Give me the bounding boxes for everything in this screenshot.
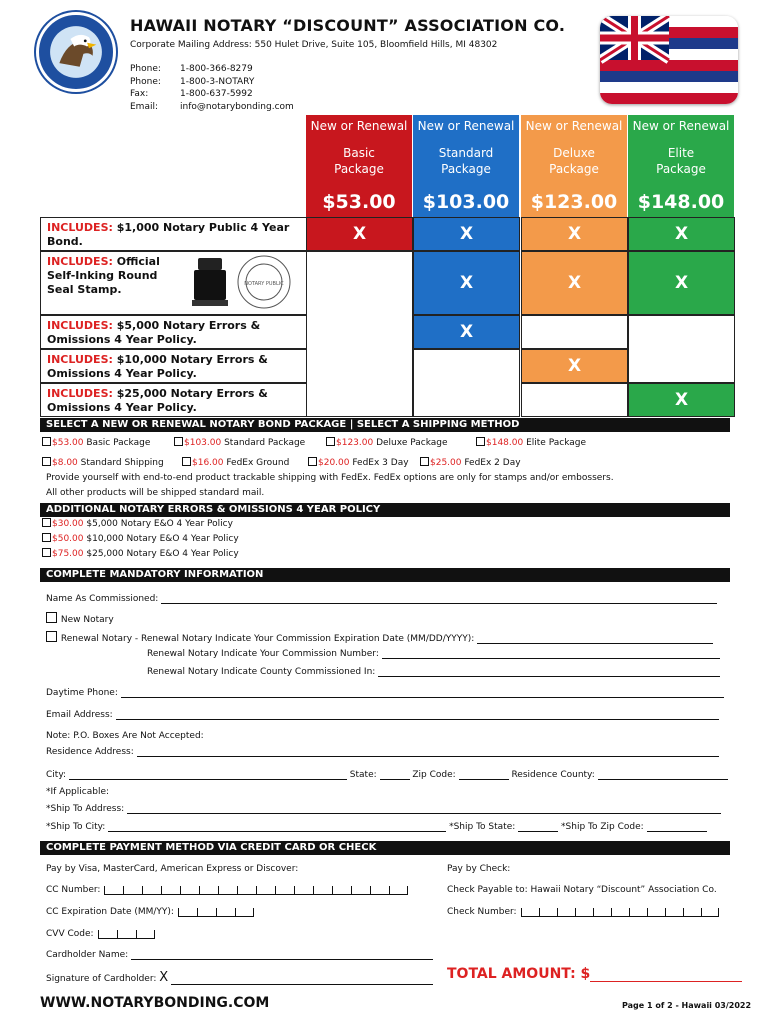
package-elite [628, 115, 734, 217]
checkbox[interactable] [46, 631, 57, 642]
includes-eo-25000 [40, 383, 306, 417]
check-digit-box[interactable] [629, 908, 647, 917]
residence-field[interactable] [46, 747, 719, 757]
cc-expiration-field[interactable] [46, 907, 254, 917]
includes-text: $25,000 Notary Errors & Omissions 4 Year Policy. [47, 387, 268, 414]
option-standard-shipping[interactable] [42, 458, 164, 468]
field-label: Renewal Notary - Renewal Notary Indicate Your Commission Expiration Date (MM/DD/YYYY): [60, 634, 475, 644]
option-fedex-3day[interactable] [308, 457, 409, 468]
county-input[interactable] [598, 771, 728, 780]
package-basic [306, 115, 412, 217]
package-name: Basic [343, 146, 375, 160]
state-input[interactable] [380, 771, 410, 780]
field-label: CC Number: [46, 885, 101, 895]
checkbox[interactable] [182, 457, 191, 466]
check-digit-box[interactable] [665, 908, 683, 917]
contact-list [130, 63, 294, 113]
phone-input[interactable] [121, 689, 724, 698]
page-title: HAWAII NOTARY “DISCOUNT” ASSOCIATION CO. [130, 16, 566, 35]
cc-digit-box[interactable] [370, 886, 389, 895]
deluxe-eo-mark: X [521, 349, 628, 383]
new-notary-option[interactable] [46, 612, 114, 625]
basic-bond-mark: X [306, 217, 413, 251]
checkbox[interactable] [420, 457, 429, 466]
total-input[interactable] [590, 968, 742, 982]
field-label: City: [46, 770, 67, 780]
option-price: $75.00 [52, 549, 84, 559]
phone-field[interactable] [46, 688, 724, 698]
cc-digit-box[interactable] [351, 886, 370, 895]
option-label: $25,000 Notary E&O 4 Year Policy [86, 549, 239, 559]
package-name: Elite [667, 146, 695, 160]
cc-digit-box[interactable] [218, 886, 237, 895]
option-basic[interactable] [42, 438, 150, 448]
residence-input[interactable] [137, 748, 719, 757]
exp-digit-box[interactable] [197, 908, 216, 917]
stamp-text: NOTARY PUBLIC [244, 281, 284, 287]
if-applicable-label: *If Applicable: [46, 787, 110, 797]
option-price: $25.00 [430, 458, 462, 468]
includes-prefix: INCLUDES: [47, 353, 113, 366]
option-label: Elite Package [526, 438, 587, 448]
option-price: $123.00 [336, 438, 374, 448]
package-name-suffix: Package [656, 162, 706, 176]
check-digit-box[interactable] [683, 908, 701, 917]
card-payment-label: Pay by Visa, MasterCard, American Express or Discover: [46, 864, 299, 874]
renewal-option[interactable] [46, 631, 713, 644]
checkbox[interactable] [42, 518, 51, 527]
includes-text: $5,000 Notary Errors & Omissions 4 Year Policy. [47, 319, 261, 346]
expiration-input[interactable] [477, 635, 713, 644]
shipping-note: Provide yourself with end-to-end product trackable shipping with FedEx. FedEx options are only for stamps and/or embossers. [46, 473, 614, 483]
cc-digit-box[interactable] [199, 886, 218, 895]
package-tag: New or Renewal [525, 119, 623, 133]
phone-value: 1-800-366-8279 [180, 64, 253, 74]
cardholder-input[interactable] [131, 951, 433, 960]
check-digit-box[interactable] [575, 908, 593, 917]
option-label: FedEx 2 Day [464, 458, 521, 468]
package-name: Deluxe [553, 146, 595, 160]
signature-input[interactable] [171, 976, 433, 985]
option-label: $10,000 Notary E&O 4 Year Policy [86, 534, 239, 544]
city-input[interactable] [69, 771, 347, 780]
elite-eo-mark: X [628, 383, 735, 417]
includes-eo-10000 [40, 349, 306, 383]
elite-bond-mark: X [628, 217, 735, 251]
mailing-address: Corporate Mailing Address: 550 Hulet Drive, Suite 105, Bloomfield Hills, MI 48302 [130, 40, 498, 50]
package-deluxe [521, 115, 627, 217]
checkbox[interactable] [308, 457, 317, 466]
section-mandatory-info: COMPLETE MANDATORY INFORMATION [40, 568, 730, 582]
page-number: Page 1 of 2 - Hawaii 03/2022 [622, 1001, 752, 1010]
option-deluxe[interactable] [326, 437, 448, 448]
check-digit-box[interactable] [557, 908, 575, 917]
option-price: $50.00 [52, 534, 84, 544]
field-label: CC Expiration Date (MM/YY): [46, 907, 174, 917]
option-label: Deluxe Package [376, 438, 448, 448]
field-label: Name As Commissioned: [46, 594, 159, 604]
ship-address-input[interactable] [127, 805, 721, 814]
cc-digit-box[interactable] [104, 886, 123, 895]
cc-digit-box[interactable] [180, 886, 199, 895]
ship-zip-input[interactable] [647, 823, 707, 832]
field-label: *Ship To City: [46, 822, 106, 832]
check-payment-label: Pay by Check: [447, 864, 511, 874]
includes-text: $10,000 Notary Errors & Omissions 4 Year Policy. [47, 353, 268, 380]
includes-prefix: INCLUDES: [47, 387, 113, 400]
exp-digit-box[interactable] [178, 908, 197, 917]
field-label: State: [349, 770, 377, 780]
email-field[interactable] [46, 710, 719, 720]
total-amount-field[interactable] [447, 966, 742, 982]
option-standard[interactable] [174, 437, 305, 448]
field-label: Daytime Phone: [46, 688, 118, 698]
ship-city-row [46, 822, 707, 832]
cardholder-field[interactable] [46, 950, 433, 960]
field-label: Check Number: [447, 907, 517, 917]
cc-digit-box[interactable] [332, 886, 351, 895]
signature-mark: X [159, 970, 169, 985]
package-price: $148.00 [637, 191, 725, 213]
section-select-package: SELECT A NEW OR RENEWAL NOTARY BOND PACKAGE | SELECT A SHIPPING METHOD [40, 418, 730, 432]
check-digit-box[interactable] [521, 908, 539, 917]
check-number-field[interactable] [447, 907, 719, 917]
field-label: CVV Code: [46, 929, 94, 939]
signature-field[interactable] [46, 970, 433, 985]
field-label: Signature of Cardholder: [46, 974, 157, 984]
cc-digit-box[interactable] [275, 886, 294, 895]
cc-digit-box[interactable] [313, 886, 332, 895]
includes-text: Official Self-Inking Round Seal Stamp. [47, 255, 160, 296]
ship-city-input[interactable] [108, 823, 446, 832]
checkbox[interactable] [174, 437, 183, 446]
check-digit-box[interactable] [593, 908, 611, 917]
package-price: $123.00 [530, 191, 618, 213]
option-price: $16.00 [192, 458, 224, 468]
city-state-zip-row [46, 770, 728, 780]
package-price: $103.00 [422, 191, 510, 213]
cvv-digit-box[interactable] [98, 930, 117, 939]
option-fedex-ground[interactable] [182, 457, 289, 468]
package-name-suffix: Package [334, 162, 384, 176]
exp-digit-box[interactable] [216, 908, 235, 917]
checkbox[interactable] [42, 533, 51, 542]
includes-text: $1,000 Notary Public 4 Year Bond. [47, 221, 290, 248]
website-link[interactable]: WWW.NOTARYBONDING.COM [40, 995, 270, 1011]
cc-number-field[interactable] [46, 885, 408, 895]
ship-state-input[interactable] [518, 823, 558, 832]
cc-digit-box[interactable] [389, 886, 408, 895]
checkbox[interactable] [476, 437, 485, 446]
standard-stamp-mark: X [413, 251, 520, 315]
ship-address-field[interactable] [46, 804, 721, 814]
includes-eo-5000 [40, 315, 306, 349]
name-field[interactable] [46, 594, 717, 604]
option-label: FedEx Ground [226, 458, 290, 468]
option-label: Standard Shipping [80, 458, 164, 468]
checkbox[interactable] [46, 612, 57, 623]
field-label: *Ship To Zip Code: [561, 822, 644, 832]
field-label: Renewal Notary Indicate Your Commission Number: [147, 649, 379, 659]
includes-prefix: INCLUDES: [47, 319, 113, 332]
standard-empty-cell [413, 349, 520, 417]
package-tag: New or Renewal [632, 119, 730, 133]
contact-label: Email: [130, 101, 159, 112]
shipping-note-2: All other products will be shipped standard mail. [46, 488, 265, 498]
renewal-number-field[interactable] [147, 649, 720, 659]
check-payable-note: Check Payable to: Hawaii Notary “Discount” Association Co. [447, 885, 717, 895]
option-label: Standard Package [224, 438, 306, 448]
package-tag: New or Renewal [417, 119, 515, 133]
includes-prefix: INCLUDES: [47, 255, 113, 268]
commission-number-input[interactable] [382, 650, 720, 659]
stamp-image [190, 254, 302, 312]
contact-label: Phone: [130, 64, 161, 74]
fax-value: 1-800-637-5992 [180, 89, 253, 99]
checkbox[interactable] [42, 548, 51, 557]
cc-digit-box[interactable] [256, 886, 275, 895]
cc-digit-box[interactable] [142, 886, 161, 895]
field-label: Email Address: [46, 710, 113, 720]
package-name-suffix: Package [549, 162, 599, 176]
hawaii-flag-icon [600, 16, 738, 104]
check-digit-box[interactable] [647, 908, 665, 917]
field-label: Residence Address: [46, 747, 134, 757]
name-input[interactable] [161, 595, 717, 604]
section-payment: COMPLETE PAYMENT METHOD VIA CREDIT CARD OR CHECK [40, 841, 730, 855]
eo-option-10000[interactable] [42, 533, 239, 544]
cc-digit-box[interactable] [237, 886, 256, 895]
elite-stamp-mark: X [628, 251, 735, 315]
option-elite[interactable] [476, 437, 586, 448]
check-digit-box[interactable] [539, 908, 557, 917]
package-name: Standard [438, 146, 494, 160]
phone-value: 1-800-3-NOTARY [180, 76, 255, 87]
total-label: TOTAL AMOUNT: $ [447, 966, 591, 982]
option-label: $5,000 Notary E&O 4 Year Policy [86, 519, 233, 529]
option-label: Basic Package [86, 438, 151, 448]
option-price: $20.00 [318, 458, 350, 468]
eo-option-5000[interactable] [42, 518, 233, 529]
shipping-option-row [42, 457, 521, 468]
field-label: Cardholder Name: [46, 950, 129, 960]
field-label: New Notary [60, 615, 114, 625]
basic-empty-cell [306, 251, 413, 417]
cvv-digit-box[interactable] [136, 930, 155, 939]
deluxe-bond-mark: X [521, 217, 628, 251]
email-value: info@notarybonding.com [180, 101, 294, 112]
option-price: $8.00 [52, 458, 78, 468]
package-standard [413, 115, 519, 217]
standard-bond-mark: X [413, 217, 520, 251]
package-option-row [42, 437, 587, 448]
commission-county-input[interactable] [378, 668, 720, 677]
cc-digit-box[interactable] [294, 886, 313, 895]
po-box-note: Note: P.O. Boxes Are Not Accepted: [46, 731, 204, 741]
option-label: FedEx 3 Day [352, 458, 409, 468]
option-price: $103.00 [184, 438, 222, 448]
field-label: Zip Code: [412, 770, 456, 780]
renewal-county-field[interactable] [147, 667, 720, 677]
deluxe-empty-cell [521, 315, 628, 349]
field-label: *Ship To Address: [46, 804, 125, 814]
cc-digit-box[interactable] [123, 886, 142, 895]
option-fedex-2day[interactable] [420, 457, 521, 468]
package-price: $53.00 [322, 191, 396, 213]
contact-label: Phone: [130, 76, 161, 87]
check-digit-box[interactable] [611, 908, 629, 917]
cc-digit-box[interactable] [161, 886, 180, 895]
option-price: $148.00 [486, 438, 524, 448]
field-label: *Ship To State: [449, 822, 516, 832]
option-price: $30.00 [52, 519, 84, 529]
package-tag: New or Renewal [310, 119, 408, 133]
deluxe-stamp-mark: X [521, 251, 628, 315]
field-label: Renewal Notary Indicate County Commissioned In: [147, 667, 376, 677]
package-name-suffix: Package [441, 162, 491, 176]
field-label: Residence County: [511, 770, 595, 780]
notary-bonding-logo [36, 12, 116, 92]
checkbox[interactable] [326, 437, 335, 446]
elite-empty-cell [628, 315, 735, 383]
checkbox[interactable] [42, 437, 51, 446]
zip-input[interactable] [459, 771, 509, 780]
includes-bond [40, 217, 306, 251]
eo-option-25000[interactable] [42, 548, 239, 559]
includes-prefix: INCLUDES: [47, 221, 113, 234]
section-eo: ADDITIONAL NOTARY ERRORS & OMISSIONS 4 YEAR POLICY [40, 503, 730, 517]
cvv-field[interactable] [46, 929, 155, 939]
cvv-digit-box[interactable] [117, 930, 136, 939]
exp-digit-box[interactable] [235, 908, 254, 917]
check-digit-box[interactable] [701, 908, 719, 917]
contact-label: Fax: [130, 89, 149, 99]
checkbox[interactable] [42, 457, 51, 466]
deluxe-empty-cell-2 [521, 383, 628, 417]
email-input[interactable] [116, 711, 719, 720]
option-price: $53.00 [52, 438, 84, 448]
standard-eo-mark: X [413, 315, 520, 349]
